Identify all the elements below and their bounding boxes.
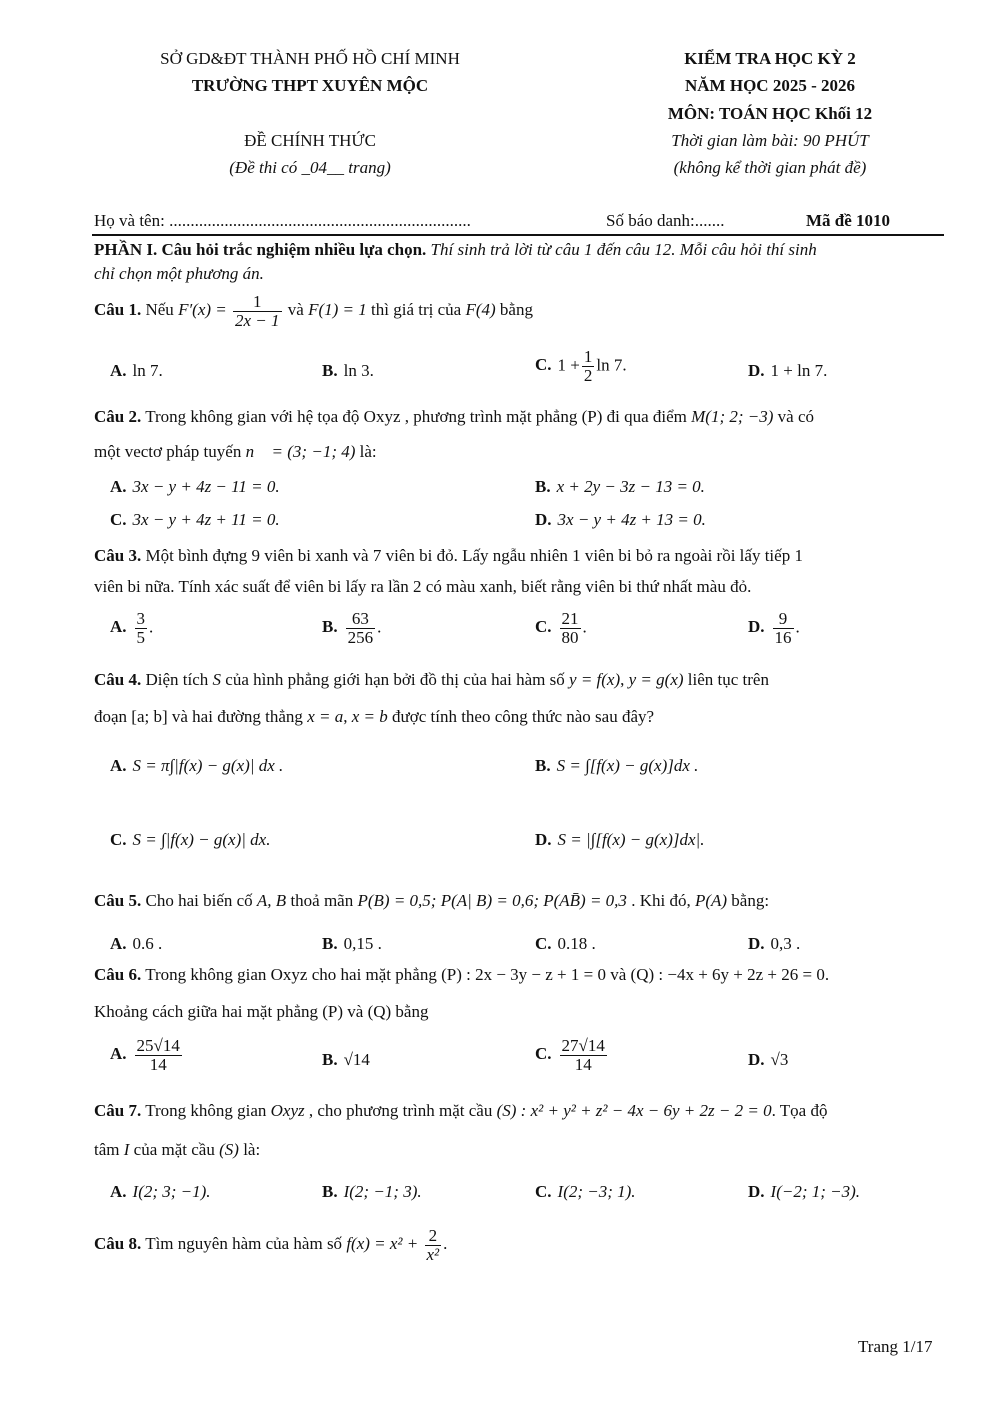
- q1-c-post: ln 7.: [596, 355, 627, 375]
- q3-text: Một bình đựng 9 viên bi xanh và 7 viên bi đỏ. Lấy ngẫu nhiên 1 viên bi bỏ ra ngoài rồi lấy tiếp 1: [145, 546, 803, 565]
- pages-note: (Đề thi có _04__ trang): [229, 158, 391, 177]
- q6-a-frac: [135, 1037, 182, 1074]
- q5-option-d[interactable]: D. 0,3 .: [748, 934, 801, 953]
- q7-option-a[interactable]: A. I(2; 3; −1).: [110, 1182, 211, 1201]
- q5-c-text: 0.18 .: [557, 934, 596, 953]
- q1-c-frac: [582, 348, 595, 385]
- question-7-line2: [94, 1140, 260, 1160]
- q3-c-den: 80: [561, 627, 579, 647]
- q5-text4: bằng:: [731, 891, 770, 910]
- q1-c-den: 2: [583, 365, 593, 385]
- q2-option-c[interactable]: C. 3x − y + 4z + 11 = 0.: [110, 510, 280, 529]
- q1-num: 1: [233, 293, 282, 312]
- q4-b-text: S = ∫[f(x) − g(x)]dx .: [556, 756, 699, 775]
- q4-text-b: của hình phẳng giới hạn bởi đồ thị của hai hàm số: [225, 670, 565, 689]
- q8-function: f(x) = x² +: [346, 1234, 419, 1253]
- q1-text-end: bằng: [499, 300, 533, 319]
- question-7-line1: [94, 1101, 827, 1121]
- q7-c-text: I(2; −3; 1).: [557, 1182, 636, 1201]
- q6-a-den: 14: [149, 1054, 167, 1074]
- q6-option-c[interactable]: C. $\frac{27√14}{14}$: [535, 1036, 605, 1074]
- q7-text2: , cho phương trình mặt cầu: [308, 1101, 493, 1120]
- q8-den: x²: [426, 1244, 440, 1264]
- header-divider: [92, 234, 944, 236]
- q6-d-text: √3: [770, 1050, 789, 1069]
- q7-text: Trong không gian: [145, 1101, 267, 1120]
- part1-title: PHẦN I. Câu hỏi trắc nghiệm nhiều lựa chọn.: [94, 240, 427, 259]
- q3-a-frac: [135, 610, 148, 647]
- q6-option-a[interactable]: A. $\frac{25√14}{14}$: [110, 1036, 180, 1074]
- q6-plane-p: (P) : 2x − 3y − z + 1 = 0: [441, 965, 606, 984]
- q7-oxyz: Oxyz: [270, 1101, 305, 1120]
- q1-c-num: 1: [583, 347, 593, 366]
- q1-text: Nếu: [145, 300, 174, 319]
- q7-d-text: I(−2; 1; −3).: [770, 1182, 861, 1201]
- q2-c-text: 3x − y + 4z + 11 = 0.: [132, 510, 280, 529]
- part1-instruction: Thí sinh trả lời từ câu 1 đến câu 12. Mỗi câu hỏi thí sinh: [430, 240, 817, 259]
- q5-option-c[interactable]: C. 0.18 .: [535, 934, 596, 953]
- q7-text5: của mặt cầu: [133, 1140, 215, 1159]
- q3-d-den: 16: [774, 627, 792, 647]
- q2-a-text: 3x − y + 4z − 11 = 0.: [132, 477, 280, 496]
- q8-label: Câu 8.: [94, 1234, 142, 1253]
- q6-option-d[interactable]: D. √3: [748, 1050, 789, 1069]
- q8-num: 2: [425, 1227, 442, 1246]
- q3-b-frac: [346, 610, 376, 647]
- q2-b-text: x + 2y − 3z − 13 = 0.: [556, 477, 705, 496]
- q1-den: 2x − 1: [235, 310, 280, 330]
- q4-text-a: Diện tích: [145, 670, 209, 689]
- q2-text: Trong không gian với hệ tọa độ Oxyz , phương trình mặt phẳng (P) đi qua điểm: [145, 407, 687, 426]
- q3-option-a[interactable]: A. $\frac{3}{5}$ .: [110, 609, 154, 647]
- q3-option-d[interactable]: D. $\frac{9}{16}$ .: [748, 609, 800, 647]
- q1-fraction: [233, 293, 282, 330]
- q1-derivative: F′(x) =: [178, 300, 227, 319]
- question-2-line2: [94, 442, 377, 462]
- q7-text6: là:: [243, 1140, 261, 1159]
- q3-option-c[interactable]: C. $\frac{21}{80}$ .: [535, 609, 587, 647]
- q6-a-num: 25√14: [136, 1036, 180, 1055]
- q5-events: A, B: [256, 891, 287, 910]
- q2-text2: một vectơ pháp tuyến: [94, 442, 242, 461]
- q7-S: (S): [219, 1140, 239, 1159]
- q6-b-text: √14: [343, 1050, 370, 1069]
- q1-condition: F(1) = 1: [308, 300, 367, 319]
- candidate-number-field: Số báo danh:.......: [606, 211, 725, 230]
- q1-a-text: ln 7.: [132, 361, 163, 380]
- q7-option-c[interactable]: C. I(2; −3; 1).: [535, 1182, 636, 1201]
- school-name: TRƯỜNG THPT XUYÊN MỘC: [191, 76, 429, 95]
- q4-xb: x = b: [351, 707, 388, 726]
- time-note: (không kể thời gian phát đề): [673, 158, 867, 177]
- q7-b-text: I(2; −1; 3).: [343, 1182, 422, 1201]
- q3-d-num: 9: [773, 610, 794, 629]
- q6-c-num: 27√14: [561, 1036, 605, 1055]
- q7-text3: . Tọa độ: [771, 1101, 828, 1120]
- page-number: Trang 1/17: [858, 1337, 933, 1356]
- q1-d-text: 1 + ln 7.: [770, 361, 828, 380]
- q2-point: M(1; 2; −3): [691, 407, 774, 426]
- q1-option-c[interactable]: C. 1 + $\frac{1}{2}$ ln 7.: [535, 347, 627, 385]
- q4-option-a[interactable]: A. S = π∫|f(x) − g(x)| dx .: [110, 756, 284, 775]
- q4-label: Câu 4.: [94, 670, 142, 689]
- part1-line1: [94, 240, 817, 260]
- q1-option-a[interactable]: A. ln 7.: [110, 361, 163, 380]
- q7-I: I: [123, 1140, 130, 1159]
- question-2-line1: [94, 407, 814, 427]
- school-year: NĂM HỌC 2025 - 2026: [685, 76, 855, 95]
- exam-time: Thời gian làm bài: 90 PHÚT: [671, 131, 869, 150]
- question-8: [94, 1222, 447, 1266]
- q6-and: và: [610, 965, 627, 984]
- q2-normal-vector: n⃗ = (3; −1; 4): [245, 442, 356, 461]
- q1-text-and: và: [287, 300, 304, 319]
- q1-text-value: thì giá trị của: [371, 300, 462, 319]
- q2-text-end: và có: [777, 407, 815, 426]
- q1-option-b[interactable]: B. ln 3.: [322, 361, 374, 380]
- q6-label: Câu 6.: [94, 965, 142, 984]
- q2-label: Câu 2.: [94, 407, 142, 426]
- q4-a-text: S = π∫|f(x) − g(x)| dx .: [132, 756, 284, 775]
- q4-xa: x = a: [307, 707, 344, 726]
- q6-c-frac: [560, 1037, 607, 1074]
- q5-option-b[interactable]: B. 0,15 .: [322, 934, 382, 953]
- q1-option-d[interactable]: D. 1 + ln 7.: [748, 361, 828, 380]
- q6-text: Trong không gian Oxyz cho hai mặt phẳng: [145, 965, 437, 984]
- q1-c-pre: 1 +: [557, 355, 580, 375]
- q5-d-text: 0,3 .: [770, 934, 801, 953]
- q4-c-text: S = ∫|f(x) − g(x)| dx.: [132, 830, 271, 849]
- question-1: [94, 288, 533, 332]
- dept-name: SỞ GD&ĐT THÀNH PHỐ HỒ CHÍ MINH: [160, 49, 460, 68]
- q4-text-c: liên tục trên: [687, 670, 769, 689]
- question-4-line2: đoạn [a; b] và hai đường thẳng x = a, x = b được tính theo công thức nào sau đây?: [94, 707, 655, 726]
- q8-fraction: [425, 1227, 442, 1264]
- q5-a-text: 0.6 .: [132, 934, 163, 953]
- q4-option-d[interactable]: D. S = |∫[f(x) − g(x)]dx|.: [535, 830, 705, 849]
- q5-text: Cho hai biến cố: [145, 891, 253, 910]
- q7-option-b[interactable]: B. I(2; −1; 3).: [322, 1182, 422, 1201]
- q1-label: Câu 1.: [94, 300, 142, 319]
- question-3-line2: viên bi nữa. Tính xác suất để viên bi lấy ra lần 2 có màu xanh, biết rằng viên bi thứ nhất màu đỏ.: [94, 577, 752, 596]
- q3-option-b[interactable]: B. $\frac{63}{256}$ .: [322, 609, 382, 647]
- q2-text2-end: là:: [359, 442, 377, 461]
- exam-code: Mã đề 1010: [806, 211, 891, 230]
- q3-a-den: 5: [136, 627, 146, 647]
- q3-b-den: 256: [347, 627, 374, 647]
- q2-option-b[interactable]: B. x + 2y − 3z − 13 = 0.: [535, 477, 705, 496]
- q7-option-d[interactable]: D. I(−2; 1; −3).: [748, 1182, 861, 1201]
- q6-plane-q: (Q) : −4x + 6y + 2z + 26 = 0.: [630, 965, 830, 984]
- q7-sphere-equation: (S) : x² + y² + z² − 4x − 6y + 2z − 2 = 0: [496, 1101, 772, 1120]
- official-label: ĐỀ CHÍNH THỨC: [244, 131, 376, 150]
- q5-conditions: P(B) = 0,5; P(A| B) = 0,6; P(AB̄) = 0,3: [357, 891, 627, 910]
- name-field: Họ và tên: .......................................................................: [94, 211, 471, 230]
- q2-option-a[interactable]: A. 3x − y + 4z − 11 = 0.: [110, 477, 280, 496]
- q4-g: y = g(x): [628, 670, 684, 689]
- q3-c-num: 21: [561, 609, 579, 628]
- q7-label: Câu 7.: [94, 1101, 142, 1120]
- q8-text: Tìm nguyên hàm của hàm số: [145, 1234, 343, 1253]
- q3-a-num: 3: [136, 609, 146, 628]
- q4-text-d: đoạn [a; b] và hai đường thẳng: [94, 707, 303, 726]
- q5-option-a[interactable]: A. 0.6 .: [110, 934, 163, 953]
- question-4-line1: Câu 4. Diện tích S của hình phẳng giới hạn bởi đồ thị của hai hàm số y = f(x), y = g(x) liên tục trên: [94, 670, 769, 689]
- q1-b-text: ln 3.: [343, 361, 374, 380]
- q4-S: S: [212, 670, 222, 689]
- q4-option-b[interactable]: B. S = ∫[f(x) − g(x)]dx .: [535, 756, 699, 775]
- q6-c-den: 14: [574, 1054, 592, 1074]
- q5-b-text: 0,15 .: [343, 934, 382, 953]
- q5-text2: thoả mãn: [290, 891, 354, 910]
- exam-title: KIỂM TRA HỌC KỲ 2: [684, 49, 856, 68]
- q5-ask: P(A): [694, 891, 728, 910]
- question-5: [94, 891, 769, 911]
- q2-d-text: 3x − y + 4z + 13 = 0.: [557, 510, 706, 529]
- q3-b-num: 63: [346, 610, 376, 629]
- part1-instruction-2: chỉ chọn một phương án.: [94, 264, 264, 283]
- q3-c-frac: [560, 610, 581, 647]
- question-3-line1: [94, 546, 803, 566]
- subject: MÔN: TOÁN HỌC Khối 12: [667, 104, 873, 123]
- q1-ask: F(4): [465, 300, 496, 319]
- question-6-line2: Khoảng cách giữa hai mặt phẳng (P) và (Q) bằng: [94, 1002, 429, 1021]
- q7-text4: tâm: [94, 1140, 120, 1159]
- q3-d-frac: [773, 610, 794, 647]
- q3-label: Câu 3.: [94, 546, 142, 565]
- q5-label: Câu 5.: [94, 891, 142, 910]
- q4-text-e: được tính theo công thức nào sau đây?: [392, 707, 655, 726]
- q5-text3: . Khi đó,: [631, 891, 691, 910]
- q4-d-text: S = |∫[f(x) − g(x)]dx|.: [557, 830, 705, 849]
- q2-option-d[interactable]: D. 3x − y + 4z + 13 = 0.: [535, 510, 706, 529]
- question-6-line1: [94, 965, 829, 985]
- q4-f: y = f(x): [569, 670, 621, 689]
- q6-option-b[interactable]: B. √14: [322, 1050, 370, 1069]
- q4-option-c[interactable]: C. S = ∫|f(x) − g(x)| dx.: [110, 830, 271, 849]
- q7-a-text: I(2; 3; −1).: [132, 1182, 211, 1201]
- q8-end: .: [443, 1234, 448, 1253]
